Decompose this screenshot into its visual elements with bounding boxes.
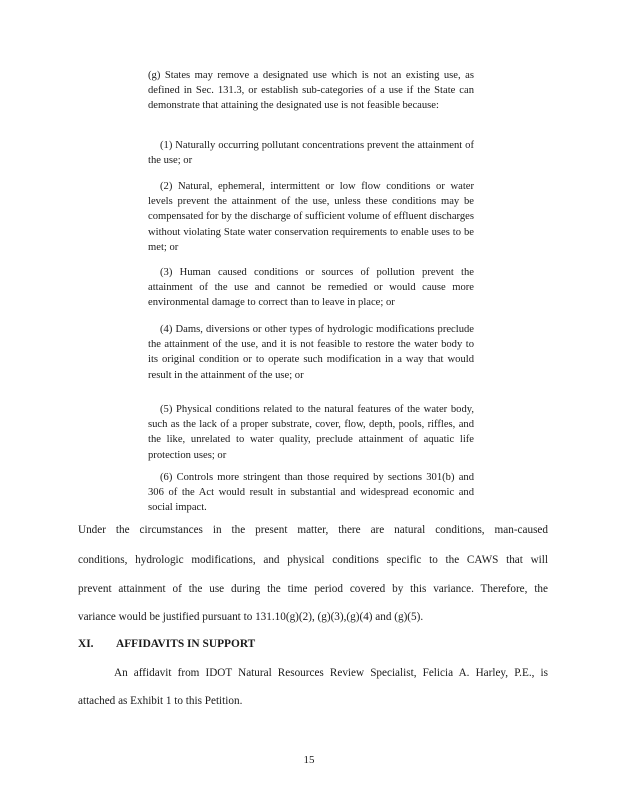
- quote-item-1: [148, 138, 474, 168]
- page-number: 15: [303, 754, 315, 766]
- paragraph-line-2: conditions, hydrologic modifications, and physical conditions specific to the CAWS that will: [78, 554, 548, 566]
- affidavit-line-2: attached as Exhibit 1 to this Petition.: [78, 695, 243, 707]
- quote-item-2-text: (2) Natural, ephemeral, intermittent or low flow conditions or water levels prevent the attainment of the use, unless these conditions may be compensated for by the discharge of sufficient volume of effluent discharges without violating State water conservation requirements to enable uses to be met; or: [148, 181, 474, 253]
- quote-paragraph-g: (g) States may remove a designated use which is not an existing use, as defined in Sec. 131.3, or establish sub-categories of a use if the State can demonstrate that attaining the designated use is not feasible because:: [148, 70, 474, 112]
- quote-item-4: [148, 322, 474, 383]
- quote-item-5: [148, 402, 474, 463]
- quote-item-3: [148, 265, 474, 311]
- quote-item-5-text: (5) Physical conditions related to the natural features of the water body, such as the lack of a proper substrate, cover, flow, depth, pools, riffles, and the like, unrelated to water quality, preclude attainment of aquatic life protection uses; or: [148, 404, 474, 461]
- paragraph-line-3: prevent attainment of the use during the time period covered by this variance. Therefore, the: [78, 583, 548, 595]
- quote-item-4-text: (4) Dams, diversions or other types of hydrologic modifications preclude the attainment of the use, and it is not feasible to restore the water body to its original condition or to operate such modification in a way that would result in the attainment of the use; or: [148, 324, 474, 381]
- quote-item-1-text: (1) Naturally occurring pollutant concentrations prevent the attainment of the use; or: [148, 140, 474, 167]
- section-heading: [78, 638, 255, 650]
- quote-item-6-text: (6) Controls more stringent than those required by sections 301(b) and 306 of the Act would result in substantial and widespread economic and social impact.: [148, 472, 474, 514]
- paragraph-line-1: Under the circumstances in the present matter, there are natural conditions, man-caused: [78, 524, 548, 536]
- paragraph-line-4: variance would be justified pursuant to 131.10(g)(2), (g)(3),(g)(4) and (g)(5).: [78, 611, 424, 623]
- section-number: XI.: [78, 638, 94, 650]
- quote-item-3-text: (3) Human caused conditions or sources of pollution prevent the attainment of the use and cannot be remedied or would cause more environmental damage to correct than to leave in place; or: [148, 267, 474, 309]
- section-title: AFFIDAVITS IN SUPPORT: [116, 638, 256, 650]
- affidavit-line-1: An affidavit from IDOT Natural Resources Review Specialist, Felicia A. Harley, P.E., is: [114, 667, 548, 679]
- quote-item-2: [148, 179, 474, 255]
- quote-item-6: [148, 470, 474, 516]
